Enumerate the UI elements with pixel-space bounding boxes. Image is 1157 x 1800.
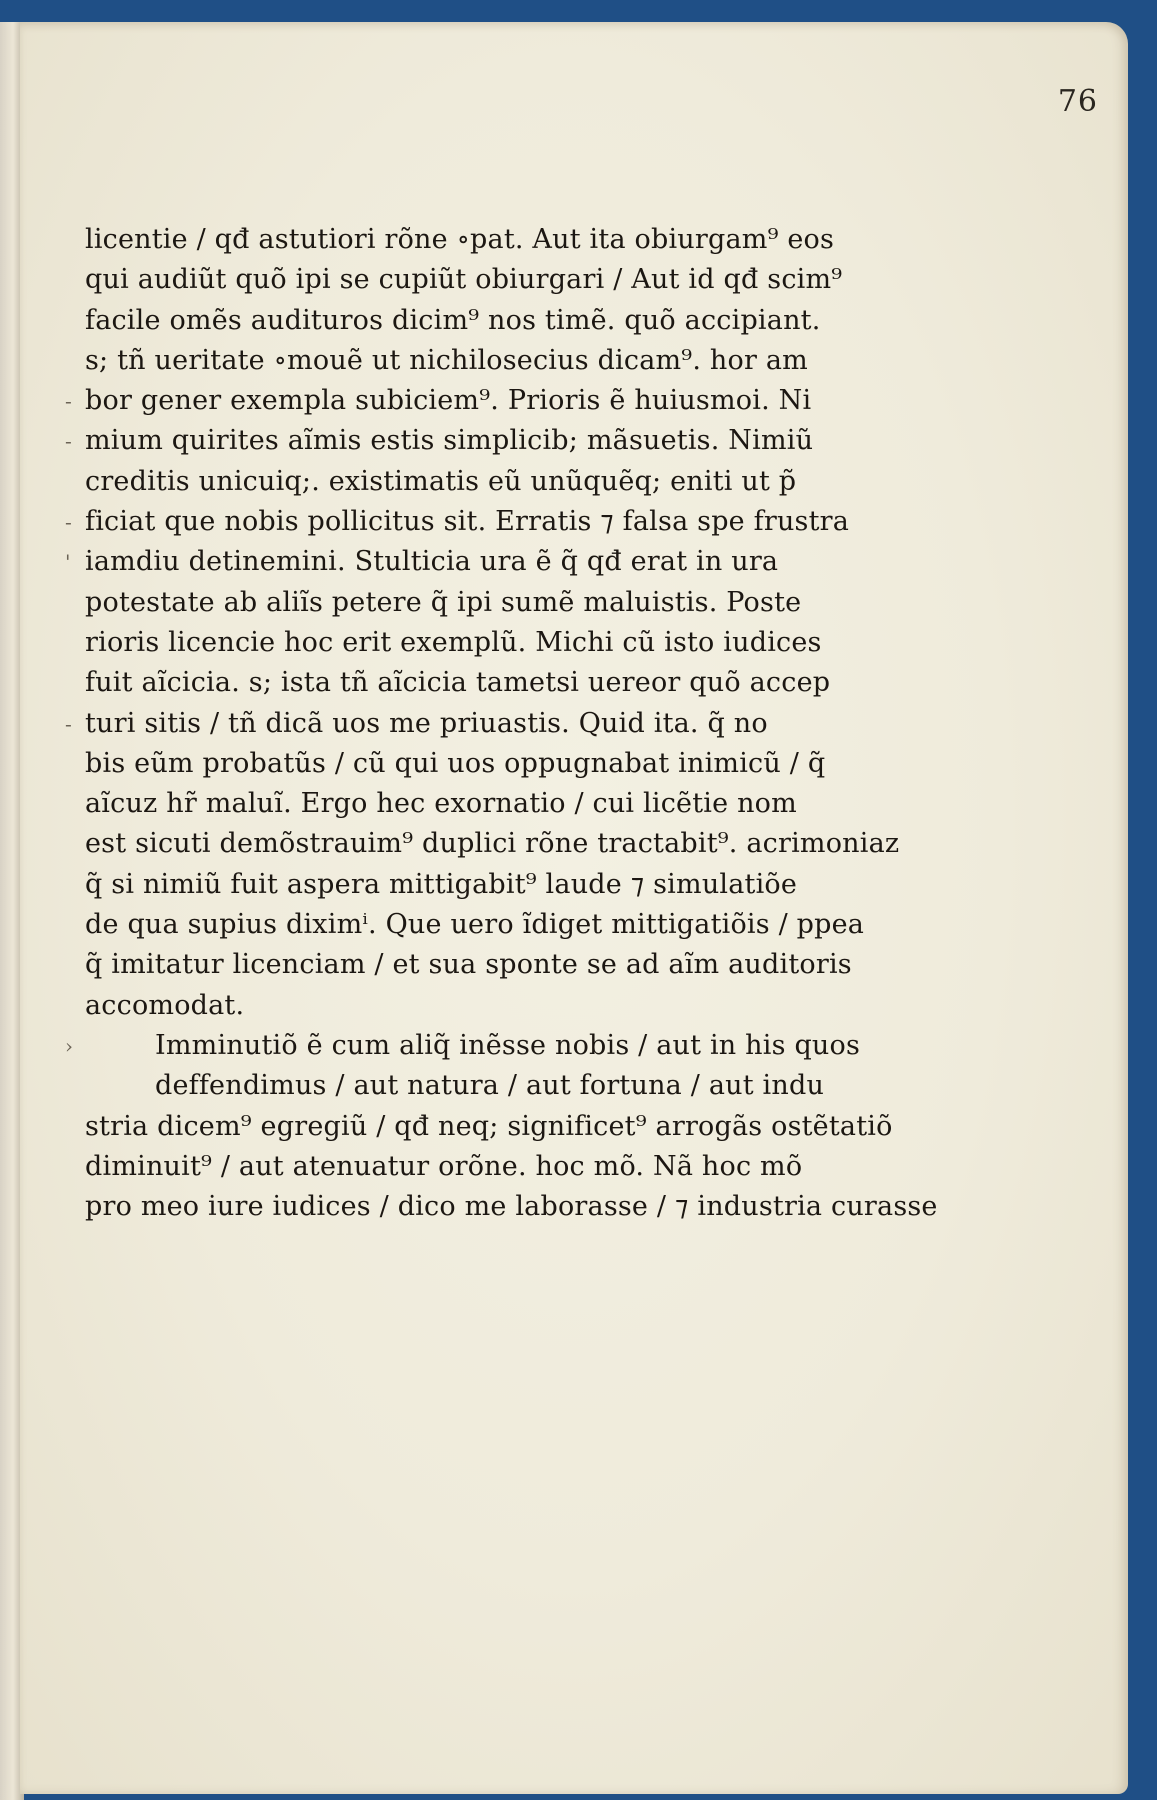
- line-text: Imminutiõ ẽ cum aliq̃ inẽsse nobis / aut in his quos: [155, 1029, 861, 1061]
- text-line: [85, 824, 900, 864]
- line-text: rioris licencie hoc erit exemplũ. Michi cũ isto iudices: [85, 626, 822, 658]
- manuscript-page: [20, 22, 1128, 1794]
- text-line: [65, 704, 875, 744]
- text-line: [85, 663, 875, 703]
- text-line: [85, 623, 875, 663]
- text-line: [85, 1066, 875, 1106]
- text-line: [85, 462, 875, 502]
- line-text: s; tñ ueritate ∘mouẽ ut nichilosecius dicam⁹. hor am: [85, 344, 808, 376]
- line-text: q̃ si nimiũ fuit aspera mittigabit⁹ laude ⁊ simulatiõe: [85, 868, 798, 900]
- line-text: turi sitis / tñ dicã uos me priuastis. Quid ita. q̃ no: [85, 707, 768, 739]
- margin-mark: -: [65, 510, 72, 535]
- margin-mark: ': [65, 550, 71, 575]
- line-text: bor gener exempla subiciem⁹. Prioris ẽ huiusmoi. Ni: [85, 385, 812, 417]
- text-line: [85, 341, 875, 381]
- line-text: fuit aĩcicia. s; ista tñ aĩcicia tametsi uereor quõ accep: [85, 667, 831, 699]
- line-text: licentie / qđ astutiori rõne ∘pat. Aut ita obiurgam⁹ eos: [85, 224, 835, 255]
- folio-number: 76: [1057, 84, 1098, 119]
- line-text: de qua supius diximⁱ. Que uero ĩdiget mittigatiõis / ppea: [85, 909, 865, 941]
- line-text: est sicuti demõstrauim⁹ duplici rõne tractabit⁹. acrimoniaz: [85, 828, 900, 860]
- text-line: [85, 1187, 938, 1227]
- text-line: [85, 905, 875, 945]
- line-text: q̃ imitatur licenciam / et sua sponte se ad aĩm auditoris: [85, 949, 852, 981]
- text-line: [85, 945, 875, 985]
- margin-mark: -: [65, 429, 72, 454]
- line-text: pro meo iure iudices / dico me laborasse / ⁊ industria curasse: [85, 1191, 938, 1223]
- text-line: [85, 744, 875, 784]
- line-text: iamdiu detinemini. Stulticia ura ẽ q̃ qđ erat in ura: [85, 546, 779, 578]
- text-block: [65, 220, 938, 1227]
- line-text: diminuit⁹ / aut atenuatur orõne. hoc mõ. Nã hoc mõ: [85, 1150, 803, 1182]
- text-line: [85, 220, 875, 260]
- line-text: bis eũm probatũs / cũ qui uos oppugnabat inimicũ / q̃: [85, 747, 826, 779]
- line-text: accomodat.: [85, 989, 245, 1021]
- text-line: [85, 260, 875, 300]
- text-line: [85, 1147, 875, 1187]
- line-text: creditis unicuiq;. existimatis eũ unũquẽq; eniti ut p̃: [85, 465, 797, 497]
- margin-mark: -: [65, 711, 72, 736]
- margin-mark: ›: [65, 1033, 74, 1058]
- text-line: [65, 542, 875, 582]
- text-line: [85, 1107, 893, 1147]
- text-line: [65, 502, 875, 542]
- line-text: potestate ab aliĩs petere q̃ ipi sumẽ maluistis. Poste: [85, 586, 802, 618]
- margin-mark: -: [65, 389, 72, 414]
- line-text: ficiat que nobis pollicitus sit. Erratis ⁊ falsa spe frustra: [85, 506, 850, 538]
- line-text: mium quirites aĩmis estis simplicib; mãsuetis. Nimiũ: [85, 425, 814, 457]
- text-line: [85, 583, 875, 623]
- line-text: facile omẽs audituros dicim⁹ nos timẽ. quõ accipiant.: [85, 304, 821, 336]
- text-line: [65, 1026, 875, 1066]
- line-text: aĩcuz hr̃ maluĩ. Ergo hec exornatio / cui licẽtie nom: [85, 788, 797, 820]
- text-line: [85, 301, 875, 341]
- text-line: [65, 421, 875, 461]
- text-line: [85, 865, 875, 905]
- text-line: [85, 986, 875, 1026]
- line-text: qui audiũt quõ ipi se cupiũt obiurgari / Aut id qđ scim⁹: [85, 264, 843, 296]
- line-text: deffendimus / aut natura / aut fortuna / aut indu: [155, 1070, 825, 1102]
- text-line: [85, 784, 875, 824]
- text-line: [65, 381, 875, 421]
- line-text: stria dicem⁹ egregiũ / qđ neq; significet⁹ arrogãs ostẽtatiõ: [85, 1110, 893, 1142]
